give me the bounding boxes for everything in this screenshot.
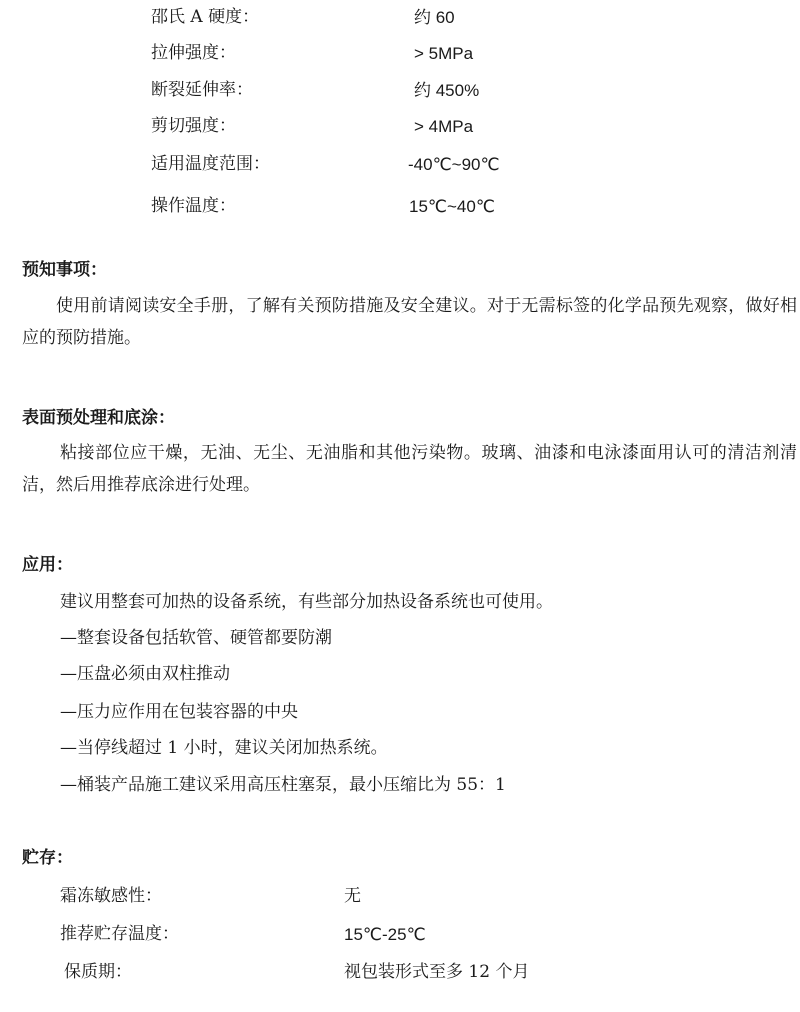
storage-label: 保质期： — [64, 962, 132, 982]
property-label: 邵氏 A 硬度： — [151, 7, 260, 27]
storage-value: 15℃-25℃ — [344, 925, 426, 944]
property-label: 断裂延伸率： — [151, 80, 253, 100]
application-line: —当停线超过 1 小时，建议关闭加热系统。 — [60, 738, 388, 758]
property-value: 15℃~40℃ — [409, 197, 495, 216]
property-label: 操作温度： — [151, 196, 236, 216]
storage-label: 霜冻敏感性： — [60, 886, 162, 906]
property-value: -40℃~90℃ — [408, 155, 500, 174]
section-heading: 应用： — [22, 555, 73, 575]
property-value: > 4MPa — [414, 117, 474, 136]
application-line: —压盘必须由双柱推动 — [60, 664, 230, 684]
storage-value: 视包装形式至多 12 个月 — [344, 962, 530, 982]
property-value: > 5MPa — [414, 44, 474, 63]
storage-value: 无 — [344, 886, 361, 906]
application-line: —整套设备包括软管、硬管都要防潮 — [60, 628, 332, 648]
application-line: —压力应作用在包装容器的中央 — [60, 702, 298, 722]
property-label: 适用温度范围： — [151, 154, 270, 174]
property-label: 拉伸强度： — [151, 43, 236, 63]
storage-label: 推荐贮存温度： — [60, 924, 179, 944]
property-value: 约 450% — [414, 81, 480, 100]
property-value: 约 60 — [414, 8, 455, 27]
section-heading: 贮存： — [22, 848, 73, 868]
notice-paragraph: 使用前请阅读安全手册，了解有关预防措施及安全建议。对于无需标签的化学品预先观察，做好相应的预防措施。 — [22, 296, 797, 348]
section-heading: 预知事项： — [22, 260, 107, 280]
pretreatment-paragraph: 粘接部位应干燥，无油、无尘、无油脂和其他污染物。玻璃、油漆和电泳漆面用认可的清洁剂清洁，然后用推荐底涂进行处理。 — [22, 443, 797, 495]
application-line: —桶装产品施工建议采用高压柱塞泵，最小压缩比为 55：1 — [60, 775, 506, 795]
section-heading: 表面预处理和底涂： — [22, 408, 175, 428]
application-line: 建议用整套可加热的设备系统，有些部分加热设备系统也可使用。 — [60, 592, 553, 612]
property-label: 剪切强度： — [151, 116, 236, 136]
